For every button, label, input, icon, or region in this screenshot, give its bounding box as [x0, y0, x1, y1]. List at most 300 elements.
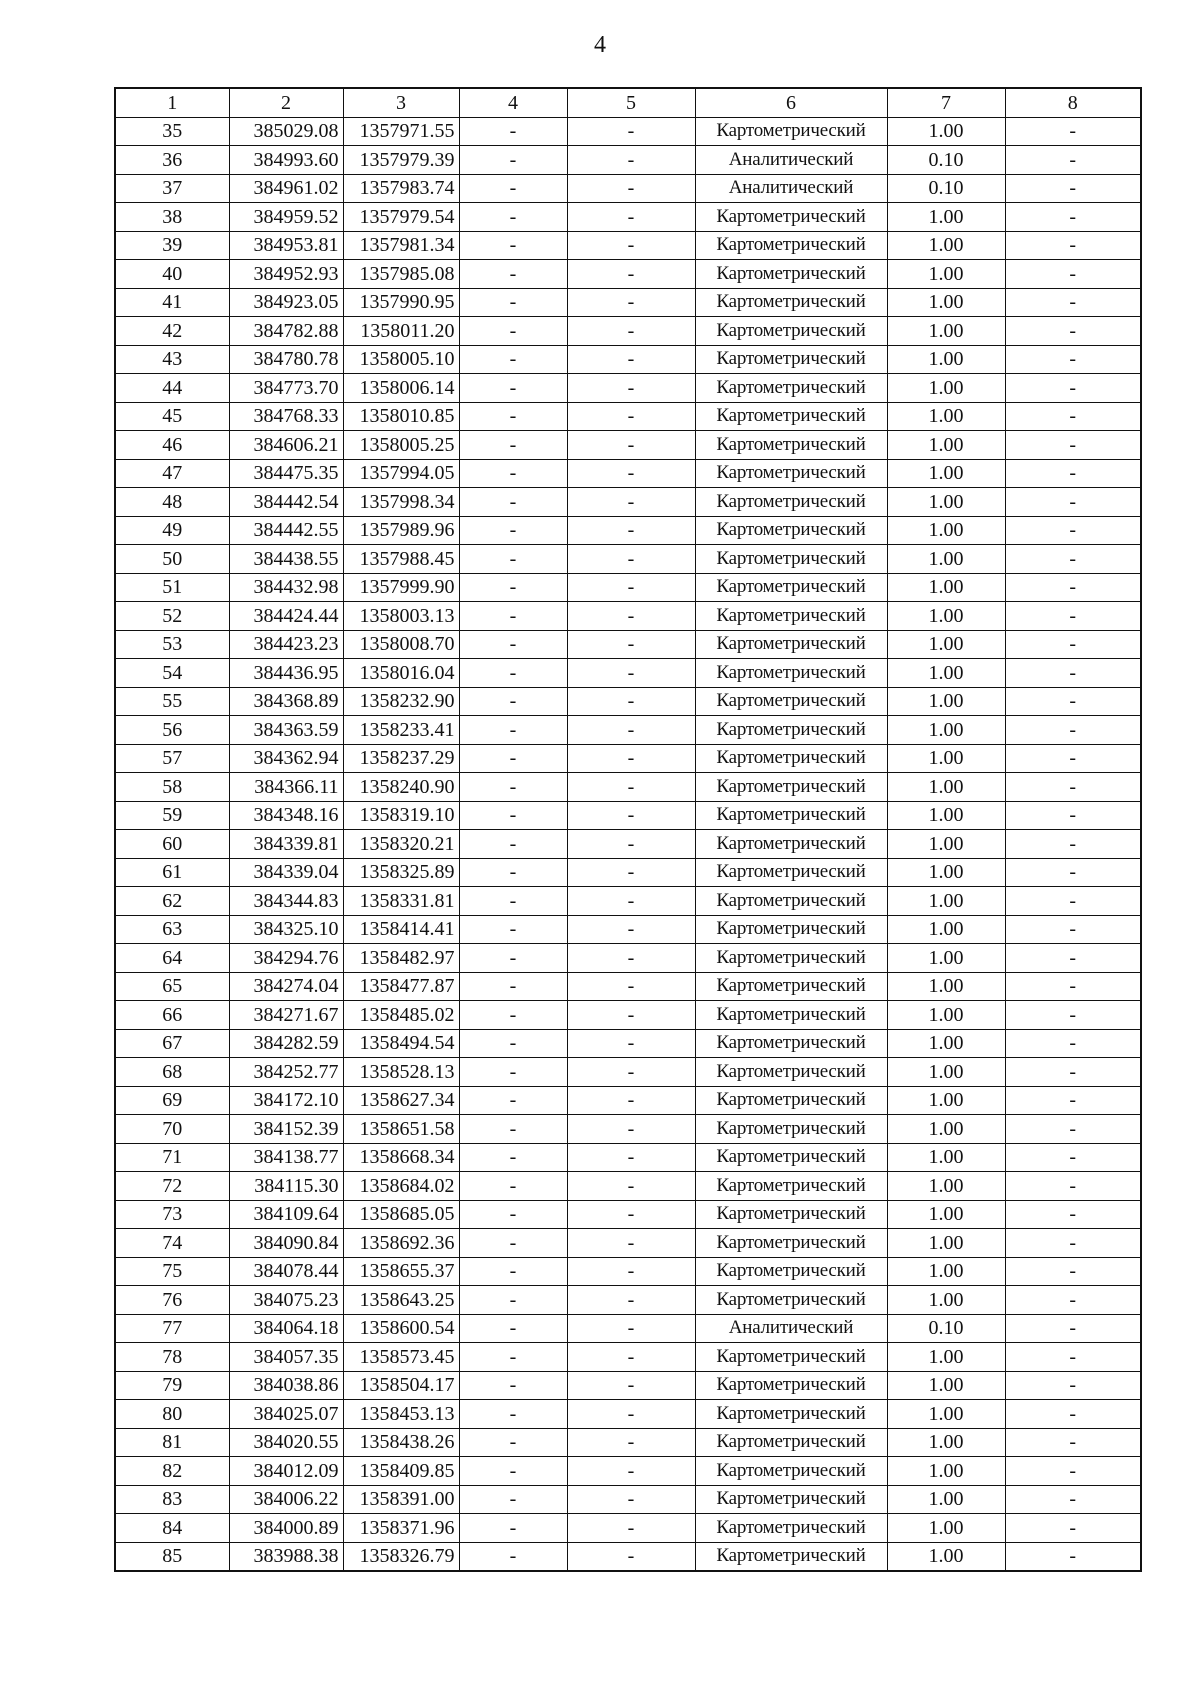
- point-number-cell: 70: [115, 1115, 229, 1144]
- col-8-cell: -: [1005, 431, 1141, 460]
- coord-y-cell: 1358482.97: [343, 944, 459, 973]
- col-5-cell: -: [567, 972, 695, 1001]
- col-8-cell: -: [1005, 260, 1141, 289]
- coord-y-cell: 1358685.05: [343, 1200, 459, 1229]
- col-5-cell: -: [567, 1172, 695, 1201]
- column-header-6: 6: [695, 88, 887, 117]
- table-row: [115, 545, 1141, 574]
- coord-y-cell: 1358237.29: [343, 744, 459, 773]
- coord-x-cell: 384423.23: [229, 630, 343, 659]
- table-row: [115, 1058, 1141, 1087]
- method-cell: Картометрический: [695, 659, 887, 688]
- col-5-cell: -: [567, 317, 695, 346]
- col-5-cell: -: [567, 545, 695, 574]
- method-cell: Картометрический: [695, 545, 887, 574]
- point-number-cell: 67: [115, 1029, 229, 1058]
- coord-y-cell: 1358371.96: [343, 1514, 459, 1543]
- table-row: [115, 1143, 1141, 1172]
- method-cell: Картометрический: [695, 801, 887, 830]
- table-row: [115, 944, 1141, 973]
- col-5-cell: -: [567, 1314, 695, 1343]
- method-cell: Картометрический: [695, 1058, 887, 1087]
- table-row: [115, 1200, 1141, 1229]
- point-number-cell: 71: [115, 1143, 229, 1172]
- col-8-cell: -: [1005, 1172, 1141, 1201]
- col-4-cell: -: [459, 1542, 567, 1571]
- coord-x-cell: 384090.84: [229, 1229, 343, 1258]
- method-cell: Картометрический: [695, 1514, 887, 1543]
- col-4-cell: -: [459, 146, 567, 175]
- accuracy-cell: 1.00: [887, 1086, 1005, 1115]
- coord-x-cell: 384000.89: [229, 1514, 343, 1543]
- table-row: [115, 602, 1141, 631]
- col-8-cell: -: [1005, 1542, 1141, 1571]
- col-4-cell: -: [459, 915, 567, 944]
- accuracy-cell: 1.00: [887, 203, 1005, 232]
- col-4-cell: -: [459, 1514, 567, 1543]
- method-cell: Аналитический: [695, 146, 887, 175]
- col-8-cell: -: [1005, 773, 1141, 802]
- accuracy-cell: 1.00: [887, 488, 1005, 517]
- coord-y-cell: 1357981.34: [343, 231, 459, 260]
- col-4-cell: -: [459, 231, 567, 260]
- coord-x-cell: 384138.77: [229, 1143, 343, 1172]
- method-cell: Картометрический: [695, 317, 887, 346]
- coord-y-cell: 1357989.96: [343, 516, 459, 545]
- point-number-cell: 38: [115, 203, 229, 232]
- col-4-cell: -: [459, 174, 567, 203]
- method-cell: Картометрический: [695, 117, 887, 146]
- table-row: [115, 972, 1141, 1001]
- table-row: [115, 1086, 1141, 1115]
- accuracy-cell: 1.00: [887, 1343, 1005, 1372]
- col-5-cell: -: [567, 1542, 695, 1571]
- coord-y-cell: 1358008.70: [343, 630, 459, 659]
- table-row: [115, 1001, 1141, 1030]
- col-8-cell: -: [1005, 830, 1141, 859]
- coord-y-cell: 1357979.39: [343, 146, 459, 175]
- accuracy-cell: 1.00: [887, 1200, 1005, 1229]
- table-row: [115, 345, 1141, 374]
- col-8-cell: -: [1005, 1200, 1141, 1229]
- method-cell: Картометрический: [695, 260, 887, 289]
- table-row: [115, 260, 1141, 289]
- coord-x-cell: 384274.04: [229, 972, 343, 1001]
- method-cell: Картометрический: [695, 231, 887, 260]
- coord-y-cell: 1358320.21: [343, 830, 459, 859]
- point-number-cell: 53: [115, 630, 229, 659]
- col-5-cell: -: [567, 659, 695, 688]
- col-8-cell: -: [1005, 1143, 1141, 1172]
- col-5-cell: -: [567, 915, 695, 944]
- col-5-cell: -: [567, 573, 695, 602]
- accuracy-cell: 1.00: [887, 1400, 1005, 1429]
- table-row: [115, 1400, 1141, 1429]
- accuracy-cell: 1.00: [887, 602, 1005, 631]
- table-row: [115, 1371, 1141, 1400]
- col-4-cell: -: [459, 1286, 567, 1315]
- col-5-cell: -: [567, 516, 695, 545]
- col-8-cell: -: [1005, 602, 1141, 631]
- coord-x-cell: 384012.09: [229, 1457, 343, 1486]
- coord-x-cell: 385029.08: [229, 117, 343, 146]
- col-4-cell: -: [459, 1143, 567, 1172]
- method-cell: Картометрический: [695, 744, 887, 773]
- col-8-cell: -: [1005, 545, 1141, 574]
- coord-y-cell: 1357994.05: [343, 459, 459, 488]
- point-number-cell: 36: [115, 146, 229, 175]
- coord-y-cell: 1358438.26: [343, 1428, 459, 1457]
- column-header-5: 5: [567, 88, 695, 117]
- col-8-cell: -: [1005, 801, 1141, 830]
- coord-x-cell: 384294.76: [229, 944, 343, 973]
- col-8-cell: -: [1005, 1371, 1141, 1400]
- coord-y-cell: 1357990.95: [343, 288, 459, 317]
- coord-x-cell: 384362.94: [229, 744, 343, 773]
- method-cell: Аналитический: [695, 1314, 887, 1343]
- coord-x-cell: 384025.07: [229, 1400, 343, 1429]
- point-number-cell: 52: [115, 602, 229, 631]
- col-4-cell: -: [459, 573, 567, 602]
- method-cell: Картометрический: [695, 1457, 887, 1486]
- col-4-cell: -: [459, 488, 567, 517]
- coord-x-cell: 384282.59: [229, 1029, 343, 1058]
- col-8-cell: -: [1005, 1457, 1141, 1486]
- coord-y-cell: 1358319.10: [343, 801, 459, 830]
- col-8-cell: -: [1005, 1314, 1141, 1343]
- accuracy-cell: 1.00: [887, 1485, 1005, 1514]
- column-header-1: 1: [115, 88, 229, 117]
- table-row: [115, 317, 1141, 346]
- coord-x-cell: 384057.35: [229, 1343, 343, 1372]
- col-5-cell: -: [567, 345, 695, 374]
- col-4-cell: -: [459, 345, 567, 374]
- table-row: [115, 488, 1141, 517]
- col-4-cell: -: [459, 1343, 567, 1372]
- method-cell: Картометрический: [695, 602, 887, 631]
- table-row: [115, 1229, 1141, 1258]
- col-8-cell: -: [1005, 516, 1141, 545]
- accuracy-cell: 1.00: [887, 1257, 1005, 1286]
- method-cell: Картометрический: [695, 1257, 887, 1286]
- col-5-cell: -: [567, 1229, 695, 1258]
- method-cell: Картометрический: [695, 1286, 887, 1315]
- col-8-cell: -: [1005, 630, 1141, 659]
- table-row: [115, 459, 1141, 488]
- col-4-cell: -: [459, 1058, 567, 1087]
- coord-y-cell: 1358003.13: [343, 602, 459, 631]
- coord-x-cell: 384442.55: [229, 516, 343, 545]
- col-4-cell: -: [459, 459, 567, 488]
- point-number-cell: 79: [115, 1371, 229, 1400]
- col-8-cell: -: [1005, 1029, 1141, 1058]
- col-8-cell: -: [1005, 915, 1141, 944]
- accuracy-cell: 1.00: [887, 716, 1005, 745]
- coord-x-cell: 384368.89: [229, 687, 343, 716]
- col-8-cell: -: [1005, 1229, 1141, 1258]
- coord-x-cell: 384432.98: [229, 573, 343, 602]
- col-8-cell: -: [1005, 1001, 1141, 1030]
- col-4-cell: -: [459, 602, 567, 631]
- coord-x-cell: 384780.78: [229, 345, 343, 374]
- table-row: [115, 117, 1141, 146]
- coord-y-cell: 1358240.90: [343, 773, 459, 802]
- accuracy-cell: 1.00: [887, 231, 1005, 260]
- col-8-cell: -: [1005, 716, 1141, 745]
- accuracy-cell: 1.00: [887, 573, 1005, 602]
- table-row: [115, 402, 1141, 431]
- point-number-cell: 76: [115, 1286, 229, 1315]
- coord-x-cell: 384038.86: [229, 1371, 343, 1400]
- coord-x-cell: 383988.38: [229, 1542, 343, 1571]
- coord-y-cell: 1357998.34: [343, 488, 459, 517]
- column-header-2: 2: [229, 88, 343, 117]
- col-5-cell: -: [567, 1200, 695, 1229]
- coord-y-cell: 1358006.14: [343, 374, 459, 403]
- col-5-cell: -: [567, 1257, 695, 1286]
- method-cell: Картометрический: [695, 630, 887, 659]
- coord-y-cell: 1358010.85: [343, 402, 459, 431]
- coord-y-cell: 1358692.36: [343, 1229, 459, 1258]
- col-5-cell: -: [567, 203, 695, 232]
- col-4-cell: -: [459, 716, 567, 745]
- coord-y-cell: 1358453.13: [343, 1400, 459, 1429]
- coord-x-cell: 384109.64: [229, 1200, 343, 1229]
- method-cell: Картометрический: [695, 830, 887, 859]
- method-cell: Картометрический: [695, 1200, 887, 1229]
- col-8-cell: -: [1005, 1400, 1141, 1429]
- col-4-cell: -: [459, 1001, 567, 1030]
- col-5-cell: -: [567, 1400, 695, 1429]
- col-8-cell: -: [1005, 1485, 1141, 1514]
- col-5-cell: -: [567, 117, 695, 146]
- col-5-cell: -: [567, 830, 695, 859]
- accuracy-cell: 1.00: [887, 431, 1005, 460]
- coord-x-cell: 384773.70: [229, 374, 343, 403]
- col-5-cell: -: [567, 288, 695, 317]
- method-cell: Картометрический: [695, 1086, 887, 1115]
- coord-x-cell: 384959.52: [229, 203, 343, 232]
- table-row: [115, 1029, 1141, 1058]
- table-row: [115, 687, 1141, 716]
- point-number-cell: 40: [115, 260, 229, 289]
- coord-y-cell: 1358233.41: [343, 716, 459, 745]
- accuracy-cell: 0.10: [887, 146, 1005, 175]
- col-4-cell: -: [459, 1428, 567, 1457]
- col-8-cell: -: [1005, 288, 1141, 317]
- coord-x-cell: 384172.10: [229, 1086, 343, 1115]
- col-8-cell: -: [1005, 744, 1141, 773]
- col-8-cell: -: [1005, 345, 1141, 374]
- method-cell: Аналитический: [695, 174, 887, 203]
- point-number-cell: 61: [115, 858, 229, 887]
- accuracy-cell: 1.00: [887, 317, 1005, 346]
- coord-y-cell: 1358573.45: [343, 1343, 459, 1372]
- coord-x-cell: 384475.35: [229, 459, 343, 488]
- method-cell: Картометрический: [695, 944, 887, 973]
- col-8-cell: -: [1005, 1115, 1141, 1144]
- accuracy-cell: 1.00: [887, 915, 1005, 944]
- accuracy-cell: 1.00: [887, 801, 1005, 830]
- coord-x-cell: 384020.55: [229, 1428, 343, 1457]
- col-5-cell: -: [567, 1286, 695, 1315]
- point-number-cell: 51: [115, 573, 229, 602]
- method-cell: Картометрический: [695, 573, 887, 602]
- column-header-8: 8: [1005, 88, 1141, 117]
- col-8-cell: -: [1005, 317, 1141, 346]
- col-5-cell: -: [567, 687, 695, 716]
- accuracy-cell: 1.00: [887, 1286, 1005, 1315]
- col-5-cell: -: [567, 231, 695, 260]
- point-number-cell: 35: [115, 117, 229, 146]
- point-number-cell: 43: [115, 345, 229, 374]
- col-4-cell: -: [459, 317, 567, 346]
- method-cell: Картометрический: [695, 288, 887, 317]
- accuracy-cell: 1.00: [887, 887, 1005, 916]
- col-5-cell: -: [567, 1001, 695, 1030]
- accuracy-cell: 1.00: [887, 117, 1005, 146]
- point-number-cell: 58: [115, 773, 229, 802]
- col-4-cell: -: [459, 687, 567, 716]
- column-header-4: 4: [459, 88, 567, 117]
- coord-y-cell: 1358600.54: [343, 1314, 459, 1343]
- coord-y-cell: 1358326.79: [343, 1542, 459, 1571]
- table-row: [115, 1514, 1141, 1543]
- table-row: [115, 203, 1141, 232]
- table-row: [115, 174, 1141, 203]
- method-cell: Картометрический: [695, 1371, 887, 1400]
- col-8-cell: -: [1005, 1286, 1141, 1315]
- point-number-cell: 54: [115, 659, 229, 688]
- coord-x-cell: 384064.18: [229, 1314, 343, 1343]
- coord-x-cell: 384252.77: [229, 1058, 343, 1087]
- col-8-cell: -: [1005, 1257, 1141, 1286]
- col-5-cell: -: [567, 1343, 695, 1372]
- page-number: 4: [594, 32, 606, 58]
- col-8-cell: -: [1005, 1428, 1141, 1457]
- col-4-cell: -: [459, 1371, 567, 1400]
- accuracy-cell: 1.00: [887, 345, 1005, 374]
- point-number-cell: 72: [115, 1172, 229, 1201]
- accuracy-cell: 1.00: [887, 545, 1005, 574]
- table-row: [115, 1115, 1141, 1144]
- method-cell: Картометрический: [695, 1143, 887, 1172]
- point-number-cell: 84: [115, 1514, 229, 1543]
- col-8-cell: -: [1005, 573, 1141, 602]
- method-cell: Картометрический: [695, 374, 887, 403]
- col-4-cell: -: [459, 1029, 567, 1058]
- coord-x-cell: 384438.55: [229, 545, 343, 574]
- coord-y-cell: 1358528.13: [343, 1058, 459, 1087]
- point-number-cell: 64: [115, 944, 229, 973]
- column-header-7: 7: [887, 88, 1005, 117]
- col-5-cell: -: [567, 431, 695, 460]
- col-5-cell: -: [567, 146, 695, 175]
- coord-x-cell: 384339.04: [229, 858, 343, 887]
- col-4-cell: -: [459, 1115, 567, 1144]
- method-cell: Картометрический: [695, 459, 887, 488]
- coord-x-cell: 384606.21: [229, 431, 343, 460]
- method-cell: Картометрический: [695, 203, 887, 232]
- point-number-cell: 59: [115, 801, 229, 830]
- accuracy-cell: 0.10: [887, 174, 1005, 203]
- col-4-cell: -: [459, 1200, 567, 1229]
- coord-y-cell: 1358643.25: [343, 1286, 459, 1315]
- point-number-cell: 37: [115, 174, 229, 203]
- coord-y-cell: 1358651.58: [343, 1115, 459, 1144]
- method-cell: Картометрический: [695, 1001, 887, 1030]
- point-number-cell: 47: [115, 459, 229, 488]
- coord-x-cell: 384152.39: [229, 1115, 343, 1144]
- coord-y-cell: 1358331.81: [343, 887, 459, 916]
- col-4-cell: -: [459, 288, 567, 317]
- col-8-cell: -: [1005, 887, 1141, 916]
- table-row: [115, 915, 1141, 944]
- table-row: [115, 744, 1141, 773]
- table-row: [115, 659, 1141, 688]
- coord-x-cell: 384366.11: [229, 773, 343, 802]
- table-body: [115, 117, 1141, 1571]
- accuracy-cell: 1.00: [887, 630, 1005, 659]
- table-row: [115, 573, 1141, 602]
- accuracy-cell: 1.00: [887, 858, 1005, 887]
- accuracy-cell: 1.00: [887, 687, 1005, 716]
- col-4-cell: -: [459, 1229, 567, 1258]
- col-4-cell: -: [459, 801, 567, 830]
- col-8-cell: -: [1005, 1514, 1141, 1543]
- col-4-cell: -: [459, 773, 567, 802]
- accuracy-cell: 1.00: [887, 1029, 1005, 1058]
- accuracy-cell: 1.00: [887, 1058, 1005, 1087]
- col-4-cell: -: [459, 1172, 567, 1201]
- point-number-cell: 62: [115, 887, 229, 916]
- coord-x-cell: 384271.67: [229, 1001, 343, 1030]
- col-8-cell: -: [1005, 374, 1141, 403]
- coord-y-cell: 1357983.74: [343, 174, 459, 203]
- table-row: [115, 1457, 1141, 1486]
- coord-x-cell: 384339.81: [229, 830, 343, 859]
- col-5-cell: -: [567, 374, 695, 403]
- col-5-cell: -: [567, 773, 695, 802]
- coord-y-cell: 1358325.89: [343, 858, 459, 887]
- point-number-cell: 65: [115, 972, 229, 1001]
- coord-x-cell: 384348.16: [229, 801, 343, 830]
- coord-x-cell: 384436.95: [229, 659, 343, 688]
- table-row: [115, 887, 1141, 916]
- col-4-cell: -: [459, 887, 567, 916]
- method-cell: Картометрический: [695, 1485, 887, 1514]
- method-cell: Картометрический: [695, 1172, 887, 1201]
- table-row: [115, 516, 1141, 545]
- table-row: [115, 801, 1141, 830]
- col-4-cell: -: [459, 659, 567, 688]
- col-8-cell: -: [1005, 146, 1141, 175]
- coord-x-cell: 384923.05: [229, 288, 343, 317]
- column-header-3: 3: [343, 88, 459, 117]
- coord-y-cell: 1358668.34: [343, 1143, 459, 1172]
- coord-y-cell: 1358005.10: [343, 345, 459, 374]
- col-5-cell: -: [567, 174, 695, 203]
- table-row: [115, 830, 1141, 859]
- point-number-cell: 42: [115, 317, 229, 346]
- accuracy-cell: 1.00: [887, 972, 1005, 1001]
- coordinates-table: [114, 87, 1142, 1572]
- point-number-cell: 80: [115, 1400, 229, 1429]
- method-cell: Картометрический: [695, 488, 887, 517]
- col-8-cell: -: [1005, 1086, 1141, 1115]
- col-4-cell: -: [459, 117, 567, 146]
- accuracy-cell: 1.00: [887, 1542, 1005, 1571]
